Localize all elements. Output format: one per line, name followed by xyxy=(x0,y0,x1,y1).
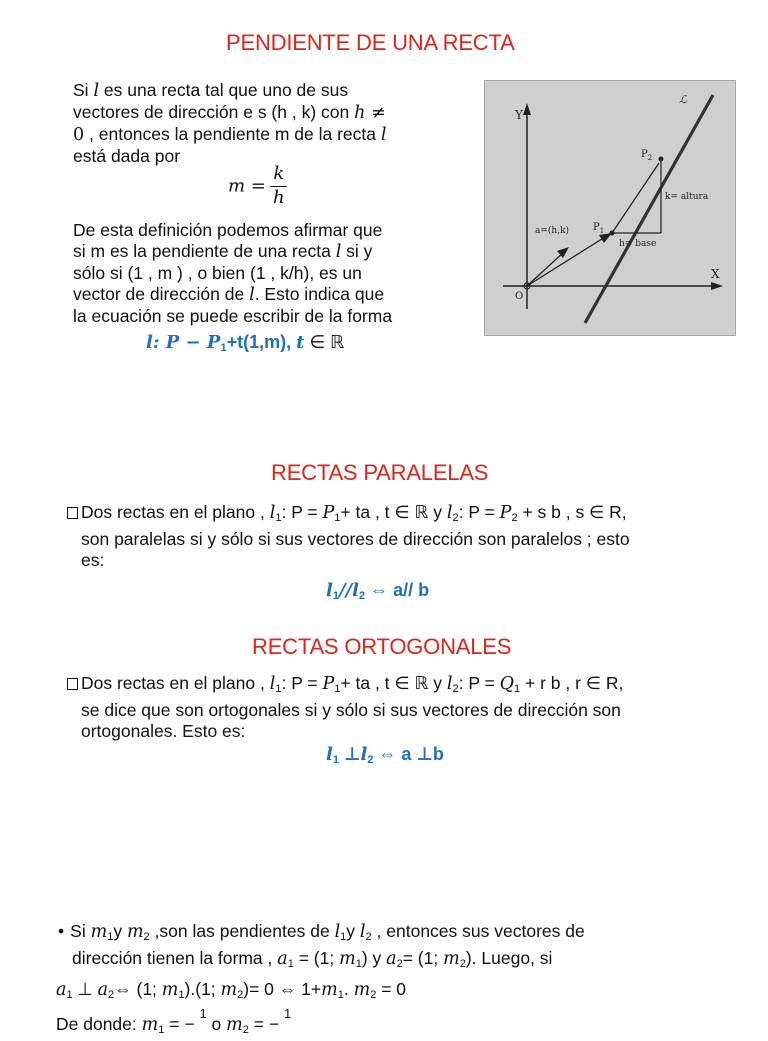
vector-equation: l: $P - P_1+t(1,m)$, t ∈ ℝ xyxy=(146,332,345,354)
section-title-ortogonales: RECTAS ORTOGONALES xyxy=(252,634,512,659)
consequence-line-5: la ecuación se puede escribir de la forma xyxy=(73,306,393,326)
definition-line-4: está dada por xyxy=(73,146,181,166)
parallel-paragraph xyxy=(67,502,757,571)
parallel-line-1: Dos rectas en el plano , $l_1$: $P = P_1+$ ta , t ∈ ℝ y $l_2$: $P = P_2 + s$ b , s ∈ R, xyxy=(67,502,757,529)
vector-p1p2 xyxy=(612,163,659,233)
definition-paragraph xyxy=(73,80,473,167)
y-axis-label: Y xyxy=(515,108,523,122)
origin-label: O xyxy=(515,291,524,302)
point-p1 xyxy=(610,231,615,236)
vector-op1 xyxy=(527,237,605,286)
base-label: h= base xyxy=(619,239,657,249)
slopes-line-1: • Si $m_1y$ $m_2$ ,son las pendientes de $l_1y$ $l_2$ , entonces sus vectores de xyxy=(58,921,585,943)
y-axis-arrow-icon xyxy=(523,103,531,115)
slope-diagram xyxy=(484,80,736,336)
parallel-line-3: es: xyxy=(81,550,105,570)
height-label: k= altura xyxy=(665,192,709,202)
consequence-line-2: si m es la pendiente de una recta l si y xyxy=(73,241,373,262)
consequence-line-4: vector de dirección de l. Esto indica que xyxy=(73,284,385,305)
vector-a-label: a=(h,k) xyxy=(535,226,570,236)
checkbox-bullet-icon xyxy=(67,678,78,690)
x-axis-label: X xyxy=(711,267,720,281)
definition-line-2: vectores de dirección e s (h , k) con h ≠ xyxy=(73,102,386,123)
point-p2 xyxy=(659,157,664,162)
consequence-paragraph xyxy=(73,220,473,327)
orthogonal-line-1: Dos rectas en el plano , $l_1$: $P = P_1+$ ta , t ∈ ℝ y $l_2$: $P = Q_1 + r$ b , r ∈ R, xyxy=(67,673,757,700)
conclusion-line: De donde: $m_1$ = − $^1$ o $m_2$ = − $^1$ xyxy=(56,1006,292,1036)
slopes-line-2: dirección tienen la forma , $a_1 = (1$; $m_1$) y $a_2= (1$; $m_2$). Luego, si xyxy=(72,948,553,970)
slopes-paragraph xyxy=(58,921,758,975)
checkbox-bullet-icon xyxy=(67,507,78,519)
slope-formula: m = $\frac{k}{h}$ xyxy=(228,163,287,209)
line-l xyxy=(585,95,713,323)
x-axis-arrow-icon xyxy=(711,282,723,290)
definition-line-1: Si l es una recta tal que uno de sus xyxy=(73,80,349,101)
orthogonal-paragraph xyxy=(67,673,757,742)
section-title-pendiente: PENDIENTE DE UNA RECTA xyxy=(226,30,515,55)
slope-diagram-svg xyxy=(485,81,735,335)
consequence-line-1: De esta definición podemos afirmar que xyxy=(73,220,383,240)
vector-a xyxy=(527,251,565,286)
section-title-paralelas: RECTAS PARALELAS xyxy=(271,460,489,485)
p1-label: $P_1$ xyxy=(593,222,605,235)
orthogonal-equation: $l_1$ $\perp l_2$ ⇔ a ⊥b xyxy=(326,744,444,766)
definition-line-3: 0 , entonces la pendiente m de la recta l xyxy=(73,124,387,145)
slope-fraction: $\frac{k}{h}$ xyxy=(270,163,287,209)
parallel-equation: $l_1//l_2$ ⇔ a// b xyxy=(326,580,430,602)
orthogonal-line-2: se dice que son ortogonales si y sólo si sus vectores de dirección son xyxy=(81,700,621,720)
consequence-line-3: sólo si (1 , m ) , o bien (1 , k/h), es un xyxy=(73,263,362,283)
parallel-line-2: son paralelas si y sólo si sus vectores de dirección son paralelos ; esto xyxy=(81,529,630,549)
p2-label: $P_2$ xyxy=(641,149,653,162)
orthogonal-line-3: ortogonales. Esto es: xyxy=(81,721,246,741)
line-l-label: ℒ xyxy=(679,93,687,106)
bullet-icon: • xyxy=(58,921,65,941)
orthogonality-condition: $a_1$ ⊥ $a_2\Leftrightarrow$ (1; $m_1).(1$; $m_2)= 0$ ⇔ $1+m_1$. $m_2 = 0$ xyxy=(56,979,407,1001)
